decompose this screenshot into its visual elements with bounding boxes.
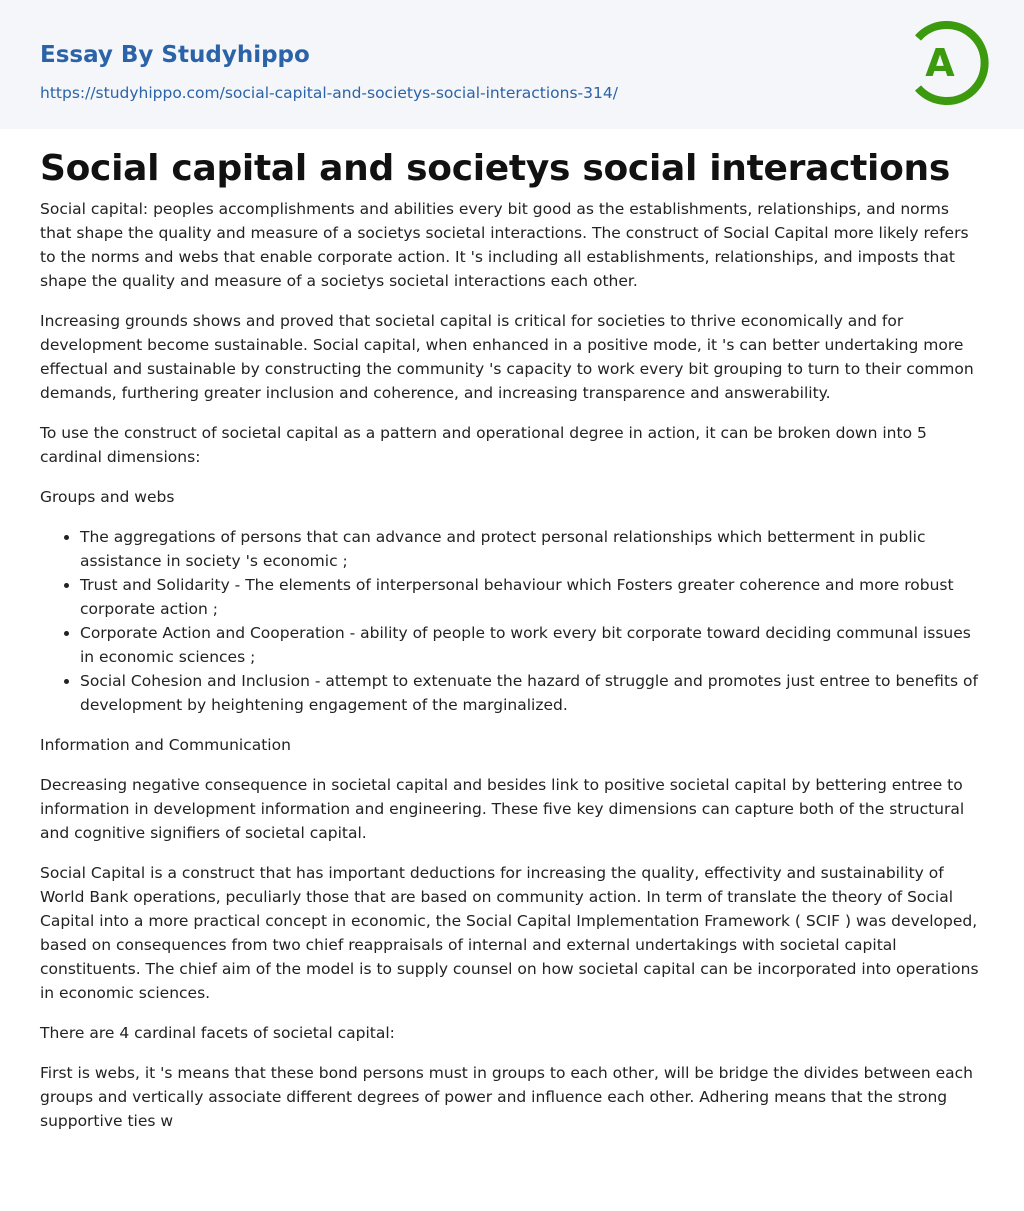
list-item: • Corporate Action and Cooperation - ability of people to work every bit corporate toward deciding communal issues in economic sciences ; xyxy=(80,621,984,669)
paragraph: Social capital: peoples accomplishments and abilities every bit good as the establishments, relationships, and norms that shape the quality and measure of a societys societal interactions. The construct of Social Capital more likely refers to the norms and webs that enable corporate action. It 's including all establishments, relationships, and imposts that shape the quality and measure of a societys societal interactions each other. xyxy=(40,200,969,290)
section-label: Information and Communication xyxy=(40,736,291,754)
list-item: • Trust and Solidarity - The elements of interpersonal behaviour which Fosters greater coherence and more robust corporate action ; xyxy=(80,573,984,621)
paragraph: First is webs, it 's means that these bond persons must in groups to each other, will be bridge the divides between each groups and vertically associate different degrees of power and influence each other. Adhering means that the strong supportive ties w xyxy=(40,1064,973,1130)
list-item: • The aggregations of persons that can advance and protect personal relationships which betterment in public assistance in society 's economic ; xyxy=(80,525,984,573)
paragraph: Decreasing negative consequence in societal capital and besides link to positive societal capital by bettering entree to information in development information and engineering. These five key dimensions can capture both of the structural and cognitive signifiers of societal capital. xyxy=(40,776,965,842)
paragraph: Social Capital is a construct that has important deductions for increasing the quality, effectivity and sustainability of World Bank operations, peculiarly those that are based on community action. In term of translate the theory of Social Capital into a more practical concept in economic, the Social Capital Implementation Framework ( SCIF ) was developed, based on consequences from two chief reappraisals of internal and external undertakings with societal capital constituents. The chief aim of the model is to supply counsel on how societal capital can be incorporated into operations in economic sciences. xyxy=(40,864,979,1002)
paragraph: There are 4 cardinal facets of societal capital: xyxy=(40,1024,395,1042)
list-item: • Social Cohesion and Inclusion - attempt to extenuate the hazard of struggle and promotes just entree to benefits of development by heightening engagement of the marginalized. xyxy=(80,669,984,717)
essay-content xyxy=(0,129,1024,1189)
page-title: Social capital and societys social interactions xyxy=(40,148,950,189)
essay-url-link[interactable]: https://studyhippo.com/social-capital-and-societys-social-interactions-314/ xyxy=(40,84,618,102)
section-label: Groups and webs xyxy=(40,488,175,506)
site-header xyxy=(0,0,1024,129)
dimensions-list xyxy=(40,525,984,717)
brand-title[interactable]: Essay By Studyhippo xyxy=(40,42,310,68)
paragraph: To use the construct of societal capital as a pattern and operational degree in action, it can be broken down into 5 cardinal dimensions: xyxy=(40,424,927,466)
paragraph: Increasing grounds shows and proved that societal capital is critical for societies to thrive economically and for development become sustainable. Social capital, when enhanced in a positive mode, it 's can better undertaking more effectual and sustainable by constructing the community 's capacity to work every bit grouping to turn to their common demands, furthering greater inclusion and coherence, and increasing transparence and answerability. xyxy=(40,312,974,402)
logo-letter: A xyxy=(925,41,955,85)
studyhippo-logo-icon[interactable] xyxy=(900,18,990,108)
